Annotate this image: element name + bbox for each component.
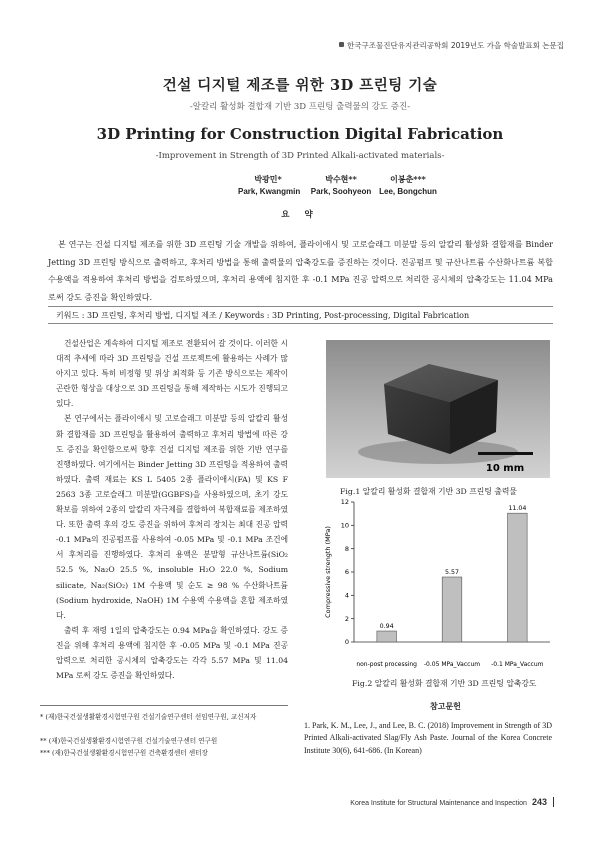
figure-1-photo bbox=[326, 340, 550, 478]
body-paragraph-3: 출력 후 재령 1일의 압축강도는 0.94 MPa을 확인하였다. 강도 증진을 위해 후처리 용액에 침지한 후 -0.05 MPa 및 -0.1 MPa 진공 압력으로 처리한 공시체의 압축강도는 각각 5.57 MPa 및 11.04 MPa 로써 강도 증진을 확인하였다. bbox=[56, 625, 288, 681]
y-tick-label: 6 bbox=[344, 568, 349, 577]
body-paragraph-1: 건설산업은 계속하여 디지털 제조로 전환되어 갈 것이다. 이러한 시대적 추세에 따라 3D 프린팅을 건설 프로젝트에 활용하는 사례가 많아지고 있다. 특히 비정형 및 위상 최적화 등 기존 방식으로는 제작이 곤란한 형상을 대상으로 3D 프린팅을 통해 제작하는 시도가 진행되고 있다. bbox=[56, 339, 288, 409]
footnote-3: *** (재)한국건설생활환경시험연구원 건축환경센터 센터장 bbox=[40, 749, 208, 757]
paper-subtitle-korean: -알칼리 활성화 결합재 기반 3D 프린팅 출력물의 강도 증진- bbox=[189, 102, 411, 112]
author-3 bbox=[378, 174, 438, 196]
y-tick-label: 12 bbox=[340, 498, 349, 507]
y-tick-label: 8 bbox=[344, 544, 349, 553]
y-tick-label: 2 bbox=[344, 614, 349, 623]
author-1 bbox=[238, 174, 301, 196]
header-bullet-icon bbox=[339, 42, 344, 47]
compressive-strength-chart bbox=[318, 496, 554, 672]
printed-cube-photo bbox=[326, 340, 550, 478]
running-header bbox=[339, 40, 564, 51]
footer-org: Korea Institute for Structural Maintenance and Inspection bbox=[350, 800, 527, 807]
y-tick-labels bbox=[341, 498, 354, 646]
x-tick-label: -0.1 MPa_Vaccum bbox=[491, 661, 544, 668]
author-2 bbox=[304, 174, 378, 196]
reference-1: 1. Park, K. M., Lee, J., and Lee, B. C. (2018) Improvement in Strength of 3D Printed Alkali-activated Slag/Fly Ash Paste. Journal of the Korea Concrete Institute 30(6), 641-686. (In Korean) bbox=[304, 721, 552, 755]
paper-title-korean: 건설 디지털 제조를 위한 3D 프린팅 기술 bbox=[162, 77, 438, 94]
bar-value-label: 11.04 bbox=[508, 505, 527, 513]
abstract-text: 본 연구는 건설 디지털 제조를 위한 3D 프린팅 기술 개발을 위하여, 플라이애시 및 고로슬래그 미분말 등의 알칼리 활성화 결합재를 Binder Jetting 3D 프린팅 방식으로 출력하고, 후처리 방법을 통해 출력물의 압축강도를 증진하는 것이다. 진공펌프 및 규산나트륨 수산화나트륨 복합 수용액을 적용하여 후처리 방법을 검토하였으며, 후처리 용액에 침지한 후 -0.1 MPa 진공 압력으로 처리한 공시체의 압축강도는 11.04 MPa 로써 강도 증진을 확인하였다. bbox=[48, 239, 553, 302]
footnote-divider bbox=[40, 705, 288, 706]
y-tick-label: 0 bbox=[344, 638, 349, 647]
footer-divider bbox=[553, 797, 554, 807]
abstract-heading: 요 약 bbox=[281, 210, 319, 220]
bar bbox=[442, 577, 462, 642]
x-tick-label: -0.05 MPa_Vaccum bbox=[423, 661, 481, 668]
y-tick-label: 4 bbox=[344, 591, 349, 600]
footnote-2: ** (재)한국건설생활환경시험연구원 건설기술연구센터 연구원 bbox=[40, 737, 218, 745]
bar bbox=[508, 513, 528, 642]
keywords-box: 키워드 : 3D 프린팅, 후처리 방법, 디지털 제조 / Keywords : 3D Printing, Post-processing, Digital Fabrication bbox=[48, 306, 553, 324]
page-footer bbox=[350, 797, 554, 807]
author-name-ko: 박광민* bbox=[254, 174, 282, 184]
paper-subtitle-english: -Improvement in Strength of 3D Printed Alkali-activated materials- bbox=[155, 151, 445, 161]
y-axis-label: Compressive strength (MPa) bbox=[324, 526, 332, 618]
figure-2-caption: Fig.2 알칼리 활성화 결합재 기반 3D 프린팅 압축강도 bbox=[352, 679, 537, 688]
scale-bar-label: 10 mm bbox=[485, 463, 525, 474]
author-name-en: Park, Soohyeon bbox=[310, 187, 372, 196]
references-heading: 참고문헌 bbox=[430, 701, 461, 711]
page-number: 243 bbox=[531, 797, 547, 807]
author-name-ko: 박수현** bbox=[325, 174, 357, 184]
author-name-en: Lee, Bongchun bbox=[379, 187, 437, 196]
bars bbox=[377, 505, 527, 642]
bar bbox=[377, 631, 397, 642]
journal-line: 한국구조물진단유지관리공학회 2019년도 가을 학술발표회 논문집 bbox=[347, 41, 564, 50]
body-column bbox=[56, 336, 288, 683]
paper-title-english: 3D Printing for Construction Digital Fabrication bbox=[96, 125, 504, 143]
footnote-1: * (재)한국건설생활환경시험연구원 건설기술연구센터 선임연구원, 교신저자 bbox=[40, 713, 257, 721]
bar-value-label: 5.57 bbox=[444, 569, 460, 577]
x-tick-label: non-post processing bbox=[356, 661, 417, 668]
body-paragraph-2: 본 연구에서는 플라이애시 및 고로슬래그 미분말 등의 알칼리 활성화 결합재를 3D 프린팅을 활용하여 출력하고 후처리 방법에 따른 강도 증진을 확인함으로써 향후 건설 디지털 제조를 위한 기반 연구를 진행하였다. 여기에서는 Binder Jetting 3D 프린팅을 적용하여 출력하였다. 출력 재료는 KS L 5405 2종 플라이애시(FA) 및 KS F 2563 3종 고로슬래그 미분말(GGBFS)을 사용하였으며, 초기 강도 확보를 위하여 2종의 알칼리 자극제를 결합하여 복합재료를 제조하였다. 또한 출력 후의 강도 증진을 위하여 후처리 장치는 최대 진공 압력 -0.1 MPa의 진공펌프를 사용하여 -0.05 MPa 및 -0.1 MPa 조건에서 후처리를 진행하였다. 후처리 용액은 분말형 규산나트륨(SiO₂ 52.5 %, Na₂O 25.5 %, insoluble H₂O 22.0 %, Sodium silicate, Na₂(SiO₂) 1M 수용액 및 순도 ≥ 98 % 수산화나트륨(Sodium hydroxide, NaOH) 1M 수용액 수용액을 혼합 제조하였다. bbox=[56, 414, 288, 620]
author-name-en: Park, Kwangmin bbox=[238, 187, 301, 196]
y-tick-label: 10 bbox=[340, 521, 349, 530]
scale-bar bbox=[478, 452, 533, 455]
figure-1-caption: Fig.1 알칼리 활성화 결합재 기반 3D 프린팅 출력물 bbox=[340, 487, 517, 496]
x-tick-labels bbox=[356, 661, 543, 668]
bar-value-label: 0.94 bbox=[379, 623, 394, 631]
author-name-ko: 이봉춘*** bbox=[390, 174, 426, 184]
